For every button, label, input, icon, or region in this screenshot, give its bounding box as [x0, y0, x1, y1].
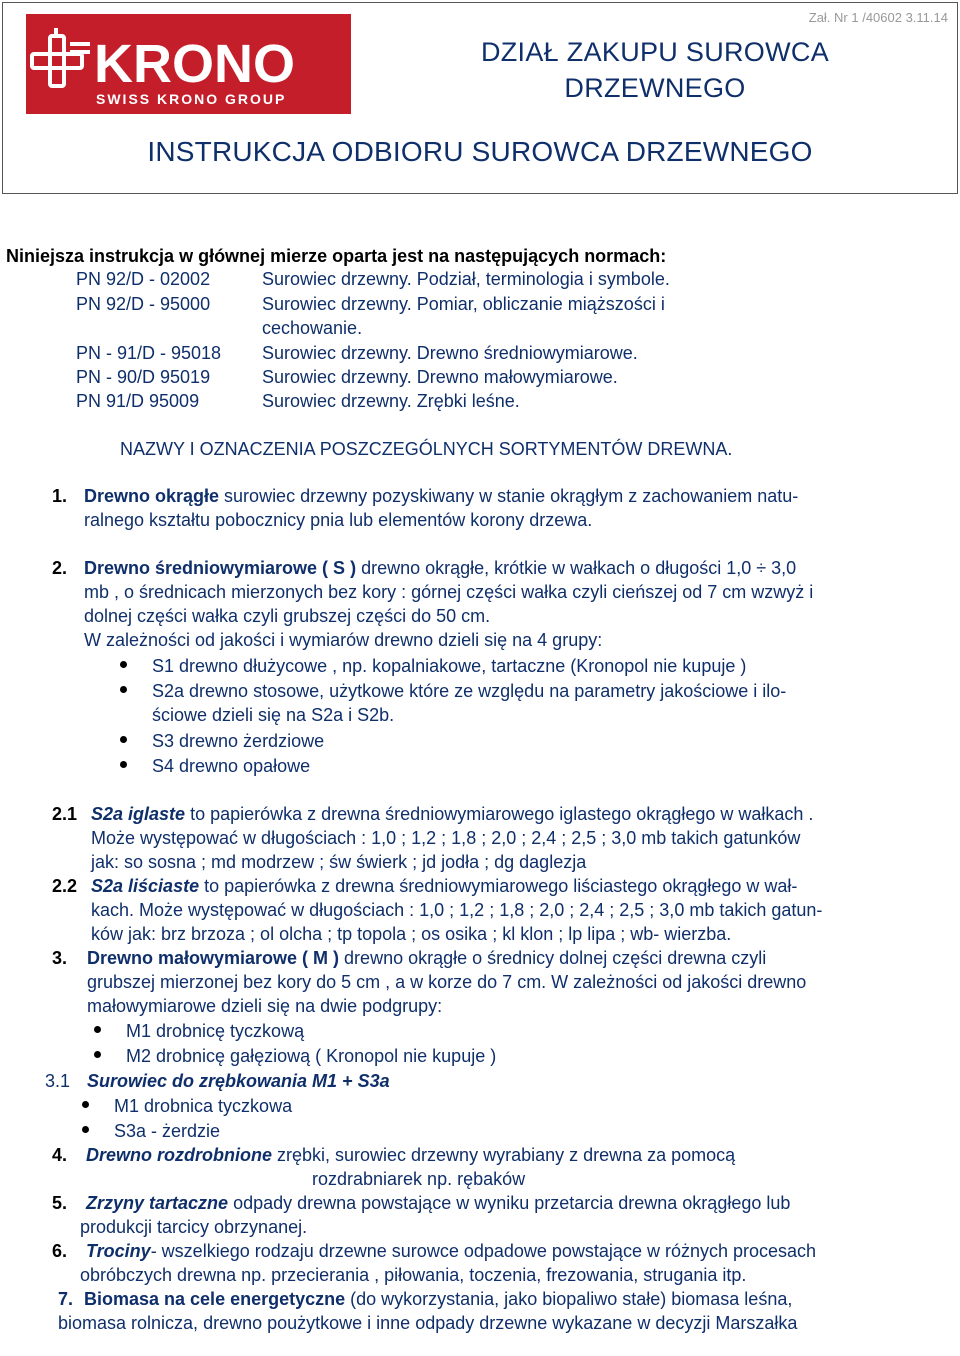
norm-desc-continued: cechowanie.: [262, 318, 363, 338]
list-item: S4 drewno opałowe: [152, 756, 311, 776]
section-number: 3.: [52, 948, 68, 968]
list-item-continued: ściowe dzieli się na S2a i S2b.: [152, 705, 395, 725]
definition-line: Może występować w długościach : 1,0 ; 1,2 ; 1,8 ; 2,0 ; 2,4 ; 2,5 ; 3,0 mb takich gatunków: [91, 828, 801, 848]
norm-item: [76, 267, 670, 291]
definition-line: mb , o średnicach mierzonych bez kory : górnej części wałka czyli cieńszej od 7 cm wzwyż i: [84, 582, 814, 602]
definition-line: jak: so sosna ; md modrzew ; św świerk ; jd jodła ; dg daglezja: [91, 852, 587, 872]
term: Biomasa na cele energetyczne: [84, 1289, 346, 1309]
section-number: 5.: [52, 1193, 68, 1213]
list-item: M1 drobnicę tyczkową: [126, 1021, 305, 1041]
bullet-icon: [82, 1126, 89, 1133]
definition-line: S2a iglaste to papierówka z drewna średniowymiarowego iglastego okrągłego w wałkach .: [91, 804, 814, 824]
norm-desc: Surowiec drzewny. Drewno małowymiarowe.: [262, 367, 618, 387]
section-number: 1.: [52, 486, 68, 506]
department-title-line2: DRZEWNEGO: [564, 73, 746, 103]
logo-emblem-icon: [26, 14, 351, 114]
definition-line: S2a liściaste to papierówka z drewna średniowymiarowego liściastego okrągłego w wał-: [91, 876, 798, 896]
logo-wordmark: KRONO: [94, 34, 295, 94]
definition-line: ków jak: brz brzoza ; ol olcha ; tp topola ; os osika ; kl klon ; lp lipa ; wb- wierzba.: [91, 924, 732, 944]
definition-line: Trociny- wszelkiego rodzaju drzewne surowce odpadowe powstające w różnych procesach: [86, 1241, 817, 1261]
definition-line: Drewno średniowymiarowe ( S ) drewno okrągłe, krótkie w wałkach o długości 1,0 ÷ 3,0: [84, 558, 797, 578]
definition-line: ralnego kształtu pobocznicy pnia lub elementów korony drzewa.: [84, 510, 593, 530]
definition-line: [87, 1069, 390, 1093]
norm-item: [76, 365, 618, 389]
term: Drewno małowymiarowe ( M ): [87, 948, 340, 968]
list-item: S3a - żerdzie: [114, 1121, 221, 1141]
definition-line: dolnej części wałka czyli grubszej części do 50 cm.: [84, 606, 491, 626]
bullet-icon: [120, 686, 127, 693]
definition-line: biomasa rolnicza, drewno poużytkowe i inne odpady drzewne wykazane w decyzji Marszałka: [58, 1313, 798, 1333]
company-logo: [26, 14, 351, 114]
document-title: INSTRUKCJA ODBIORU SUROWCA DRZEWNEGO: [147, 136, 813, 167]
section-number: 3.1: [45, 1071, 71, 1091]
logo-subtext: SWISS KRONO GROUP: [96, 91, 287, 107]
department-title: [440, 34, 870, 106]
definition-line: kach. Może występować w długościach : 1,0 ; 1,2 ; 1,8 ; 2,0 ; 2,4 ; 2,5 ; 3,0 mb takich gatun-: [91, 900, 823, 920]
bullet-icon: [82, 1101, 89, 1108]
term: Zrzyny tartaczne: [86, 1193, 229, 1213]
definition-line: W zależności od jakości i wymiarów drewno dzieli się na 4 grupy:: [84, 630, 603, 650]
definition-line: grubszej mierzonej bez kory do 5 cm , a w korze do 7 cm. W zależności od jakości drewno: [87, 972, 807, 992]
term: S2a liściaste: [91, 876, 200, 896]
section-number: 7.: [58, 1289, 74, 1309]
definition-line: Drewno rozdrobnione zrębki, surowiec drzewny wyrabiany z drewna za pomocą: [86, 1145, 736, 1165]
list-item: S2a drewno stosowe, użytkowe które ze względu na parametry jakościowe i ilo-: [152, 681, 787, 701]
bullet-icon: [120, 761, 127, 768]
bullet-icon: [120, 736, 127, 743]
bullet-icon: [94, 1051, 101, 1058]
norm-desc: Surowiec drzewny. Pomiar, obliczanie miąższości i: [262, 294, 665, 314]
section-title: NAZWY I OZNACZENIA POSZCZEGÓLNYCH SORTYMENTÓW DREWNA.: [120, 439, 733, 459]
section-number: 2.2: [52, 876, 78, 896]
norm-item: [76, 341, 638, 365]
section-number: 2.: [52, 558, 68, 578]
term: S2a iglaste: [91, 804, 186, 824]
term: Drewno rozdrobnione: [86, 1145, 272, 1165]
list-item: S1 drewno dłużycowe , np. kopalniakowe, tartaczne (Kronopol nie kupuje ): [152, 656, 747, 676]
definition-line: rozdrabniarek np. rębaków: [312, 1169, 526, 1189]
list-item: S3 drewno żerdziowe: [152, 731, 325, 751]
norms-intro: Niniejsza instrukcja w głównej mierze oparta jest na następujących normach:: [6, 246, 667, 266]
norm-code: PN - 90/D 95019: [76, 367, 211, 387]
section-number: 4.: [52, 1145, 68, 1165]
norm-code: PN - 91/D - 95018: [76, 343, 222, 363]
bullet-icon: [94, 1026, 101, 1033]
list-item: M2 drobnicę gałęziową ( Kronopol nie kupuje ): [126, 1046, 497, 1066]
term: Trociny: [86, 1241, 151, 1261]
section-number: 2.1: [52, 804, 78, 824]
term: Drewno okrągłe: [84, 486, 220, 506]
bullet-icon: [120, 661, 127, 668]
definition-line: małowymiarowe dzieli się na dwie podgrupy:: [87, 996, 443, 1016]
definition-line: obróbczych drewna np. przecierania , piłowania, toczenia, frezowania, strugania itp.: [80, 1265, 747, 1285]
term: Surowiec do zrębkowania M1 + S3a: [87, 1071, 390, 1091]
department-title-line1: DZIAŁ ZAKUPU SUROWCA: [480, 37, 830, 67]
section-number: 6.: [52, 1241, 68, 1261]
definition-line: Biomasa na cele energetyczne (do wykorzystania, jako biopaliwo stałe) biomasa leśna,: [84, 1289, 793, 1309]
norm-item: [76, 292, 665, 316]
definition-line: Drewno małowymiarowe ( M ) drewno okrągłe o średnicy dolnej części drewna czyli: [87, 948, 767, 968]
norm-code: PN 91/D 95009: [76, 391, 200, 411]
definition-line: Zrzyny tartaczne odpady drewna powstające w wyniku przetarcia drewna okrągłego lub: [86, 1193, 791, 1213]
norm-desc: Surowiec drzewny. Drewno średniowymiarowe.: [262, 343, 638, 363]
norm-desc: Surowiec drzewny. Zrębki leśne.: [262, 391, 520, 411]
definition-line: Drewno okrągłe surowiec drzewny pozyskiwany w stanie okrągłym z zachowaniem natu-: [84, 486, 799, 506]
reference-number: Zał. Nr 1 /40602 3.11.14: [808, 10, 948, 25]
term: Drewno średniowymiarowe ( S ): [84, 558, 357, 578]
norm-code: PN 92/D - 02002: [76, 269, 211, 289]
list-item: M1 drobnica tyczkowa: [114, 1096, 293, 1116]
norm-desc: Surowiec drzewny. Podział, terminologia i symbole.: [262, 269, 670, 289]
norm-item: [76, 389, 520, 413]
definition-line: produkcji tarcicy obrzynanej.: [80, 1217, 308, 1237]
norm-code: PN 92/D - 95000: [76, 294, 211, 314]
